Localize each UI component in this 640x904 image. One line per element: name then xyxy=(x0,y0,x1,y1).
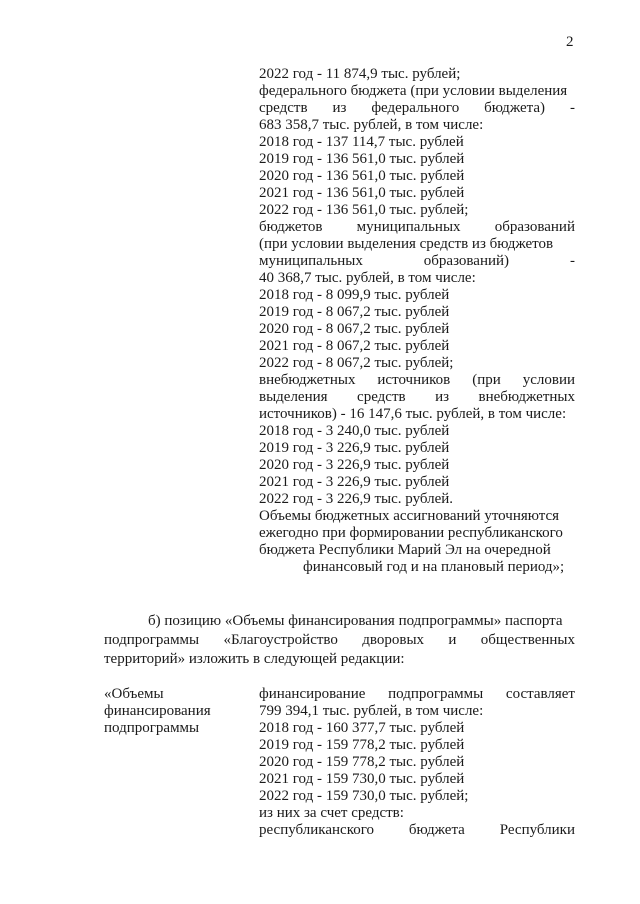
text-line: 2019 год - 136 561,0 тыс. рублей xyxy=(259,151,465,167)
text-line xyxy=(259,686,575,703)
text-line: финансовый год и на плановый период»; xyxy=(303,559,565,575)
page-number: 2 xyxy=(566,34,574,50)
text-line: 40 368,7 тыс. рублей, в том числе: xyxy=(259,270,476,286)
text-line: 2022 год - 136 561,0 тыс. рублей; xyxy=(259,202,469,218)
word: Республики xyxy=(499,822,575,838)
text-line: 2021 год - 8 067,2 тыс. рублей xyxy=(259,338,450,354)
text-line: ежегодно при формировании республиканского xyxy=(259,525,563,541)
word: финансирование xyxy=(259,686,366,702)
word: - xyxy=(569,100,575,116)
word: бюджетов xyxy=(259,219,323,235)
text-line: 2021 год - 136 561,0 тыс. рублей xyxy=(259,185,465,201)
word: и xyxy=(448,632,457,648)
word: «Благоустройство xyxy=(223,632,338,648)
word: составляет xyxy=(505,686,575,702)
word: выделения xyxy=(259,389,328,405)
text-line xyxy=(259,372,575,389)
word: условии xyxy=(522,372,575,388)
word: федерального xyxy=(371,100,460,116)
word: (при xyxy=(472,372,501,388)
text-line: 2020 год - 136 561,0 тыс. рублей xyxy=(259,168,465,184)
word: - xyxy=(569,253,575,269)
funding-breakdown-block xyxy=(259,66,575,576)
text-line: 683 358,7 тыс. рублей, в том числе: xyxy=(259,117,484,133)
text-line: 2019 год - 159 778,2 тыс. рублей xyxy=(259,737,465,753)
label-line: подпрограммы xyxy=(104,720,200,736)
word: подпрограммы xyxy=(104,632,200,648)
position-label xyxy=(104,686,254,737)
text-line: 2022 год - 3 226,9 тыс. рублей. xyxy=(259,491,454,507)
paragraph-line: б) позицию «Объемы финансирования подпрограммы» паспорта xyxy=(148,613,563,629)
text-line: 2021 год - 3 226,9 тыс. рублей xyxy=(259,474,450,490)
word: республиканского xyxy=(259,822,374,838)
text-line: 2019 год - 8 067,2 тыс. рублей xyxy=(259,304,450,320)
text-line: 2022 год - 8 067,2 тыс. рублей; xyxy=(259,355,454,371)
text-line: Объемы бюджетных ассигнований уточняются xyxy=(259,508,560,524)
text-line: федерального бюджета (при условии выделения xyxy=(259,83,568,99)
text-line: 2021 год - 159 730,0 тыс. рублей xyxy=(259,771,465,787)
text-line: 2018 год - 160 377,7 тыс. рублей xyxy=(259,720,465,736)
word: средств xyxy=(357,389,406,405)
text-line: 2018 год - 8 099,9 тыс. рублей xyxy=(259,287,450,303)
word: муниципальных xyxy=(356,219,461,235)
text-line: из них за счет средств: xyxy=(259,805,404,821)
text-line: (при условии выделения средств из бюджетов xyxy=(259,236,554,252)
text-line xyxy=(259,100,575,117)
text-line: 2018 год - 137 114,7 тыс. рублей xyxy=(259,134,464,150)
word: муниципальных xyxy=(259,253,363,269)
text-line xyxy=(259,219,575,236)
word: бюджета) xyxy=(484,100,546,116)
word: средств xyxy=(259,100,308,116)
paragraph-line: территорий» изложить в следующей редакции: xyxy=(104,651,405,667)
text-line: 2020 год - 3 226,9 тыс. рублей xyxy=(259,457,450,473)
text-line xyxy=(259,253,575,270)
word: из xyxy=(332,100,347,116)
word: подпрограммы xyxy=(388,686,484,702)
paragraph-line xyxy=(104,631,575,650)
word: образований xyxy=(494,219,575,235)
text-line: 2020 год - 8 067,2 тыс. рублей xyxy=(259,321,450,337)
label-line: финансирования xyxy=(104,703,211,719)
text-line: 2022 год - 159 730,0 тыс. рублей; xyxy=(259,788,469,804)
text-line: 2022 год - 11 874,9 тыс. рублей; xyxy=(259,66,461,82)
paragraph-b xyxy=(104,612,575,669)
word: общественных xyxy=(480,632,575,648)
word: внебюджетных xyxy=(478,389,575,405)
text-line xyxy=(259,389,575,406)
text-line: бюджета Республики Марий Эл на очередной xyxy=(259,542,551,558)
subprogram-funding-block xyxy=(259,686,575,839)
text-line: 2018 год - 3 240,0 тыс. рублей xyxy=(259,423,450,439)
word: из xyxy=(435,389,450,405)
word: дворовых xyxy=(362,632,425,648)
text-line xyxy=(259,822,575,839)
word: источников xyxy=(377,372,451,388)
text-line: 2020 год - 159 778,2 тыс. рублей xyxy=(259,754,465,770)
word: образований) xyxy=(423,253,510,269)
label-line: «Объемы xyxy=(104,686,164,702)
text-line: 799 394,1 тыс. рублей, в том числе: xyxy=(259,703,484,719)
word: внебюджетных xyxy=(259,372,356,388)
word: бюджета xyxy=(408,822,465,838)
text-line: источников) - 16 147,6 тыс. рублей, в том числе: xyxy=(259,406,567,422)
text-line: 2019 год - 3 226,9 тыс. рублей xyxy=(259,440,450,456)
